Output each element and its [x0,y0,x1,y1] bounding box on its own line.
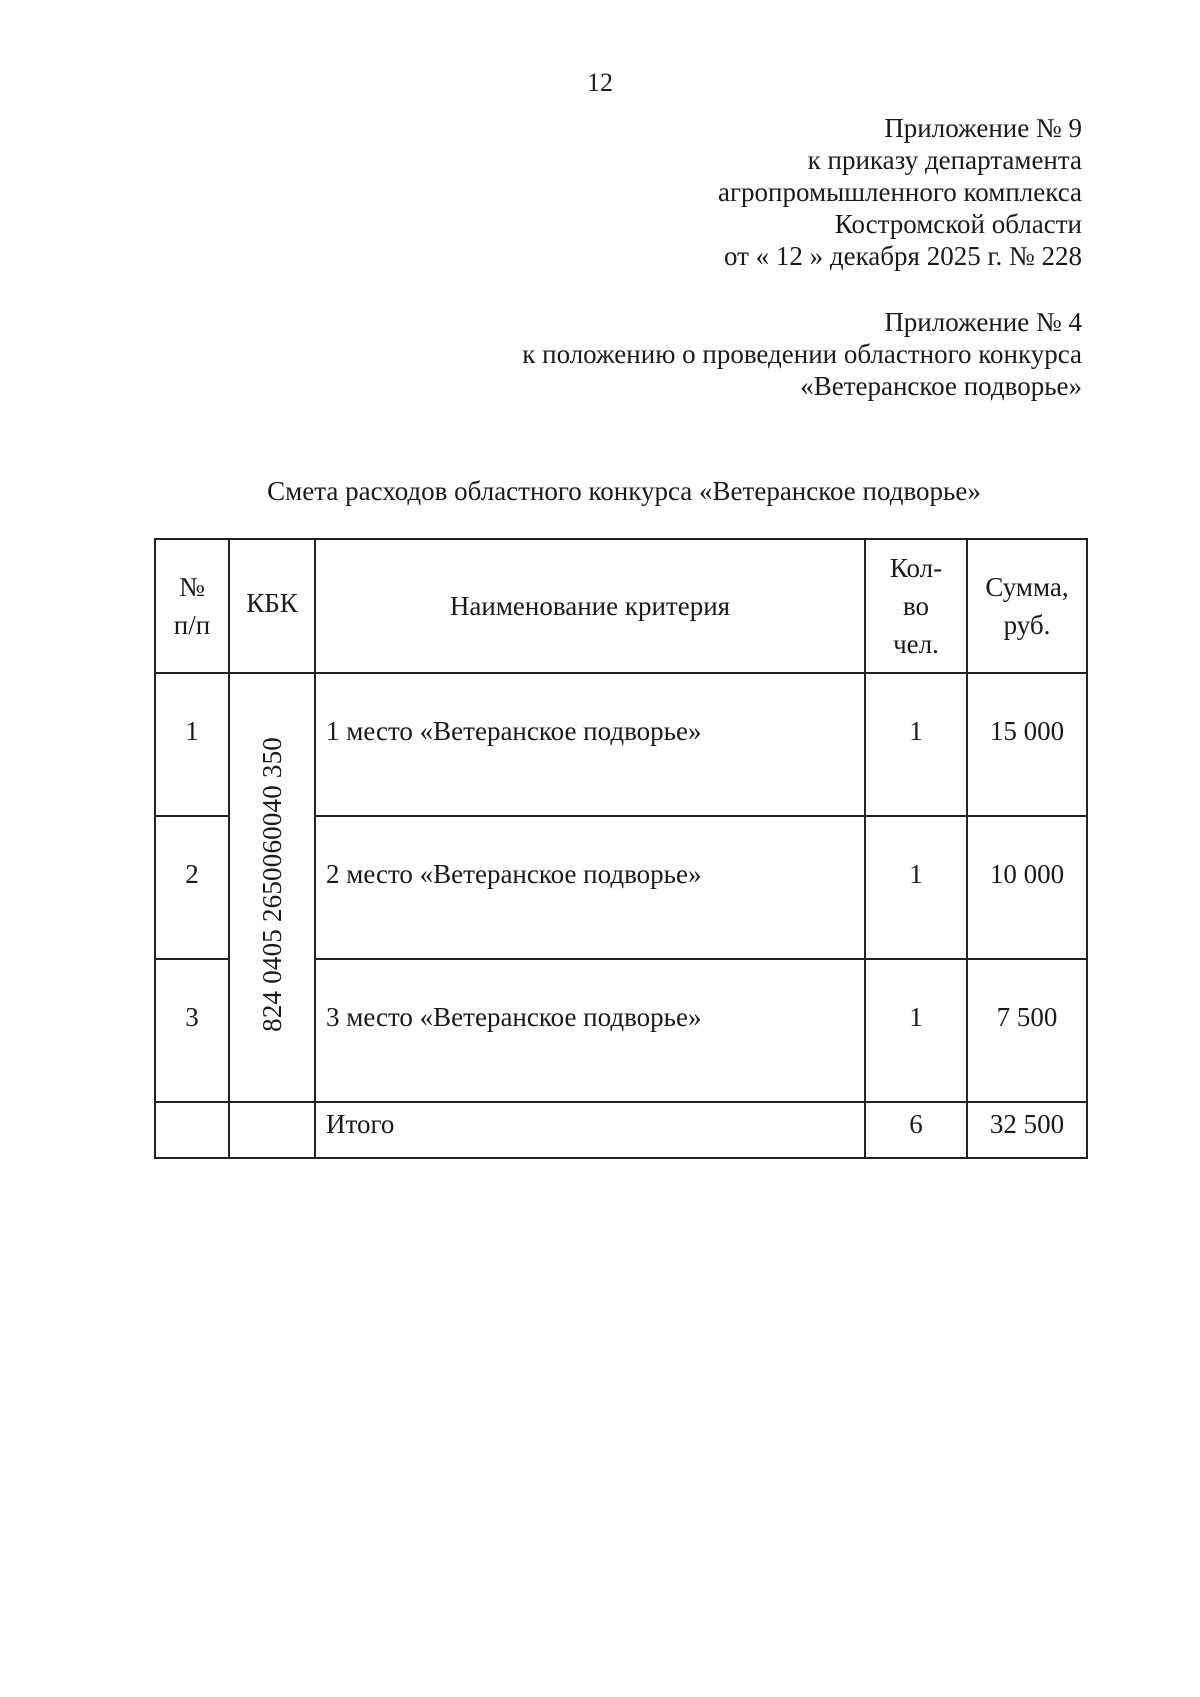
header-criterion-name: Наименование критерия [315,539,865,673]
row-quantity: 1 [865,959,967,1102]
row-quantity: 1 [865,816,967,959]
header-quantity-line-3: чел. [893,629,939,659]
total-number-empty [155,1102,229,1158]
header-kbk: КБК [229,539,315,673]
appendix-9-line-2: к приказу департамента [807,145,1082,175]
row-quantity: 1 [865,673,967,816]
appendix-4-header [522,306,1082,402]
appendix-9-line-1: Приложение № 9 [884,113,1082,143]
appendix-9-line-5: от « 12 » декабря 2025 г. № 228 [723,241,1082,271]
header-quantity-line-2: во [902,591,930,621]
total-sum: 32 500 [967,1102,1087,1158]
table-row [155,673,1087,816]
row-number: 2 [155,816,229,959]
header-quantity [865,539,967,673]
appendix-4-line-1: Приложение № 4 [884,307,1082,337]
table-total-row [155,1102,1087,1158]
row-criterion-name: 3 место «Ветеранское подворье» [315,959,865,1102]
header-sum-line-2: руб. [1003,610,1051,640]
kbk-code-cell [229,673,315,1102]
header-sum [967,539,1087,673]
appendix-4-line-2: к положению о проведении областного конкурса [522,339,1082,369]
total-quantity: 6 [865,1102,967,1158]
row-criterion-name: 2 место «Ветеранское подворье» [315,816,865,959]
header-number-line-2: п/п [173,610,211,640]
header-number [155,539,229,673]
row-sum: 10 000 [967,816,1087,959]
header-sum-line-1: Сумма, [985,572,1069,602]
kbk-code: 824 0405 2650060040 350 [256,736,287,1032]
row-criterion-name: 1 место «Ветеранское подворье» [315,673,865,816]
total-kbk-empty [229,1102,315,1158]
total-label: Итого [315,1102,865,1158]
document-title: Смета расходов областного конкурса «Ветеранское подворье» [267,476,981,506]
page-number: 12 [587,68,613,97]
appendix-9-line-4: Костромской области [834,209,1082,239]
appendix-9-header [718,112,1082,272]
row-number: 3 [155,959,229,1102]
table-header-row [155,539,1087,673]
header-quantity-line-1: Кол- [889,553,943,583]
appendix-4-line-3: «Ветеранское подворье» [800,371,1082,401]
row-sum: 15 000 [967,673,1087,816]
row-number: 1 [155,673,229,816]
row-sum: 7 500 [967,959,1087,1102]
estimate-table [154,538,1088,1159]
appendix-9-line-3: агропромышленного комплекса [718,177,1082,207]
header-number-line-1: № [179,572,205,602]
